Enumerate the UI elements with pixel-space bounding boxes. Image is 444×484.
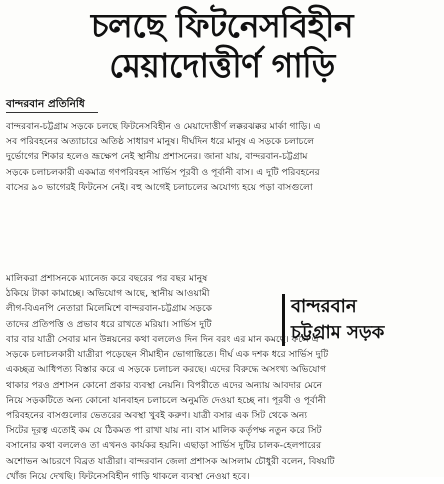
- body-line: বার বার যাত্রী সেবার মান উন্নয়নের কথা বললেও দিন দিন বরং এর মান কমছে। ফলে এ: [6, 334, 319, 345]
- byline: বান্দরবান প্রতিনিধি: [6, 98, 85, 110]
- body-middle-paragraph: [6, 271, 272, 332]
- body-line: তাদের প্রতিপত্তি ও প্রভাব ধরে রাখতে মরিয়া। সার্ভিস দুটি: [6, 318, 212, 330]
- body-line: মালিকরা প্রশাসনকে ম্যানেজ করে বছরের পর বছর মানুষ: [6, 273, 208, 284]
- body-line: নিয়ে সড়কটিতে অন্য কোনো যানবাহন চলাচলে অনুমতি দেওয়া হচ্ছে না। পূরবী ও পূর্বানী: [6, 394, 326, 406]
- body-top-paragraph: [6, 119, 440, 195]
- body-line: লীগ-বিএনপি নেতারা মিলেমিশে বান্দরবান-চট্টগ্রাম সড়কে: [6, 303, 213, 315]
- body-line: বসানোর কথা বললেও তা এখনও কার্যকর হয়নি। এছাড়া সার্ভিস দুটির চালক-হেলপারের: [6, 440, 322, 452]
- body-line: সড়কে চলাচলকারী একমাত্র গণপরিবহন সার্ভিস পূরবী ও পূর্বানী বাস। এ দুটি পরিবহনের: [6, 166, 320, 178]
- body-line: একচ্ছত্র আধিপত্য বিস্তার করে এ সড়কে চলাচল করছে। এদের বিরুদ্ধে অসংখ্য অভিযোগ: [6, 364, 327, 376]
- body-line: অশোভন আচরণে বিব্রত যাত্রীরা। বান্দরবান জেলা প্রশাসক আসলাম চৌধুরী বলেন, বিষয়টি: [6, 455, 335, 467]
- body-line: সব পরিবহনের অত্যাচারে অতিষ্ঠ সাধারণ মানুষ। দীর্ঘদিন ধরে মানুষ এ সড়কে চলাচলে: [6, 136, 315, 148]
- pullquote-line-2: চট্টগ্রাম সড়ক: [291, 322, 385, 343]
- byline-underline: [6, 112, 98, 113]
- body-bottom-paragraph: [6, 332, 440, 484]
- body-line: পরিবহনের বাসগুলোর ভেতরের অবস্থা খুবই করুণ। যাত্রী বসার এক সিট থেকে অন্য: [6, 410, 308, 422]
- pullquote-line-1: বান্দরবান: [291, 296, 357, 317]
- body-line: থাকার পরও প্রশাসন কোনো প্রকার ব্যবস্থা নেয়নি। বিপরীতে এদের অন্যায় আবদার মেনে: [6, 379, 323, 391]
- body-line: দুর্ভোগের শিকার হলেও ভ্রূক্ষেপ নেই স্থানীয় প্রশাসনের। জানা যায়, বান্দরবান-চট্টগ্রাম: [6, 151, 308, 163]
- headline-line-2: মেয়াদোত্তীর্ণ গাড়ি: [109, 46, 335, 85]
- headline: [0, 6, 444, 86]
- body-line: সিটের দূরত্ব এতোই কম যে ঠিকমত পা রাখা যায় না। বাস মালিক কর্তৃপক্ষ নতুন করে সিট: [6, 425, 322, 437]
- body-line: ঠকিয়ে টাকা কামাচ্ছে। অভিযোগ আছে, স্থানীয় আওয়ামী: [6, 288, 210, 300]
- body-line: খোঁজ নিয়ে দেখছি। ফিটনেসবিহীন গাড়ি থাকলে ব্যবস্থা নেওয়া হবে।: [6, 470, 250, 482]
- headline-line-1: চলছে ফিটনেসবিহীন: [90, 6, 354, 45]
- body-line: সড়কে চলাচলকারী যাত্রীরা পড়েছেন সীমাহীন ভোগান্তিতে। দীর্ঘ এক দশক ধরে সার্ভিস দুটি: [6, 349, 329, 361]
- body-line: বাসের ৯০ ভাগেরই ফিটনেস নেই। বহু আগেই চলাচলের অযোগ্য হয়ে পড়া বাসগুলো: [6, 181, 313, 193]
- body-line: বান্দরবান-চট্টগ্রাম সড়কে চলছে ফিটনেসবিহীন ও মেয়াদোত্তীর্ণ লক্করঝক্কর মার্কা গাড়ি। এ: [6, 121, 321, 132]
